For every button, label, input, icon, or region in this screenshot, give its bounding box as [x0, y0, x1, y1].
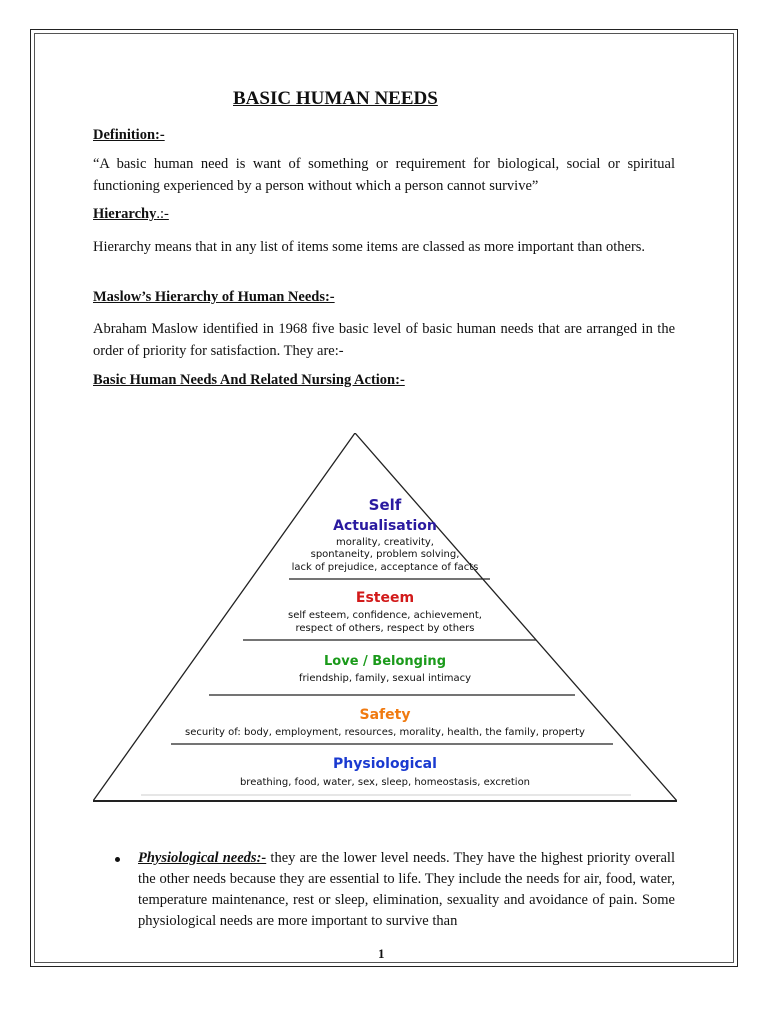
definition-text: “A basic human need is want of something or requirement for biological, social or spiritual functioning experienced by a person without which a person cannot survive”: [93, 156, 675, 194]
level-self-desc-3: lack of prejudice, acceptance of facts: [291, 562, 479, 573]
level-self-desc-1: morality, creativity,: [336, 537, 434, 548]
maslow-text: Abraham Maslow identified in 1968 five basic level of basic human needs that are arranged in the order of priority for satisfaction. They are:-: [93, 321, 675, 359]
level-self-title-2: Actualisation: [333, 518, 437, 534]
bullet-dot-icon: [115, 857, 120, 862]
definition-heading: Definition:-: [93, 127, 165, 143]
level-self-desc-2: spontaneity, problem solving,: [310, 549, 460, 560]
level-esteem-desc-2: respect of others, respect by others: [295, 623, 475, 634]
level-physiological-title: Physiological: [333, 756, 437, 772]
maslow-pyramid-diagram: [93, 433, 677, 803]
bullet-term: Physiological needs:-: [138, 850, 267, 866]
level-esteem-desc-1: self esteem, confidence, achievement,: [288, 610, 482, 621]
level-love-desc-1: friendship, family, sexual intimacy: [298, 673, 472, 684]
maslow-heading: Maslow’s Hierarchy of Human Needs:-: [93, 289, 335, 305]
bullet-description: they are the lower level needs. They have the highest priority overall the other needs because they are essential to life. They include the needs for air, food, water, temperature maintenance, rest or sleep, elimination, sexuality and avoidance of pain. Some physiological needs are more important to survive than: [138, 850, 675, 929]
level-safety-desc-1: security of: body, employment, resources, morality, health, the family, property: [185, 727, 585, 738]
level-physiological-desc-1: breathing, food, water, sex, sleep, homeostasis, excretion: [239, 777, 531, 788]
level-safety-title: Safety: [359, 707, 411, 723]
hierarchy-text: Hierarchy means that in any list of items some items are classed as more important than others.: [93, 239, 646, 255]
page-number: 1: [378, 946, 385, 961]
hierarchy-heading-suffix: .:-: [156, 206, 169, 222]
level-esteem-title: Esteem: [355, 590, 415, 606]
level-love-title: Love / Belonging: [324, 654, 446, 669]
nursing-action-heading: Basic Human Needs And Related Nursing Action:-: [93, 372, 405, 388]
level-self-title-1: Self: [368, 496, 402, 514]
bullet-paragraph: [138, 848, 675, 932]
hierarchy-heading-text: Hierarchy: [93, 206, 157, 222]
page-title: BASIC HUMAN NEEDS: [233, 88, 438, 109]
hierarchy-heading: [93, 206, 169, 223]
